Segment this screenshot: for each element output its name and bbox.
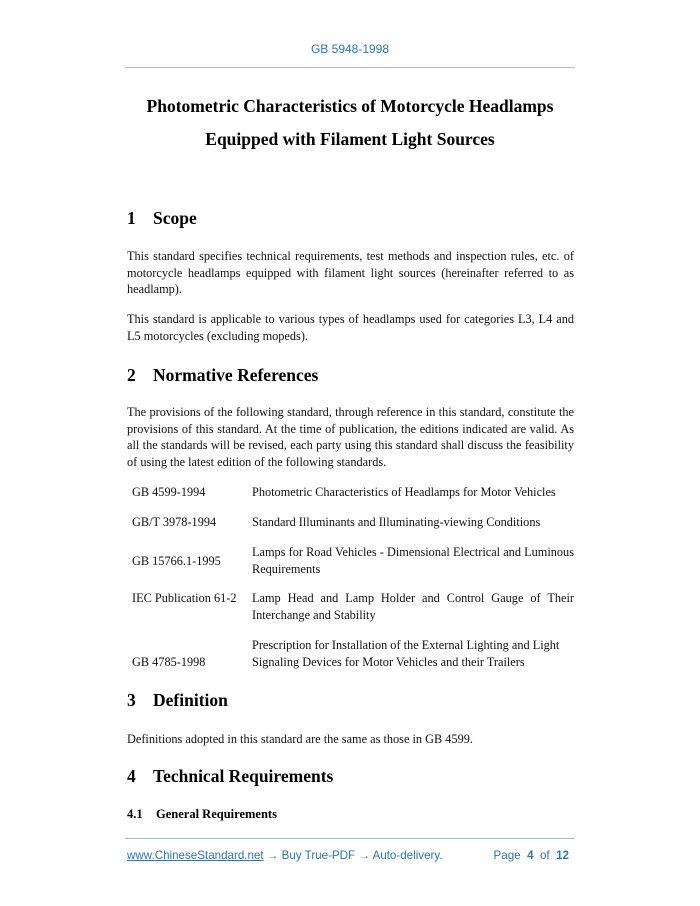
section-title: Normative References [153, 365, 319, 385]
section-title: Technical Requirements [153, 766, 334, 786]
subsection-title: General Requirements [156, 807, 277, 821]
subsection-number: 4.1 [127, 807, 143, 821]
normative-intro-paragraph: The provisions of the following standard, through reference in this standard, constitute the provisions of this standard. At the time of publication, the editions indicated are valid. As all the standards will be revised, each party using this standard shall discuss the feasibility of using the latest edition of the following standards. [127, 405, 574, 470]
scope-paragraph-1: This standard specifies technical requirements, test methods and inspection rules, etc. of motorcycle headlamps equipped with filament light sources (hereinafter referred to as headlamp). [127, 249, 574, 297]
section-1-heading [127, 208, 197, 229]
reference-code: GB 4785-1998 [132, 655, 206, 669]
reference-title: Lamp Head and Lamp Holder and Control Gauge of Their Interchange and Stability [252, 591, 574, 622]
reference-title: Standard Illuminants and Illuminating-viewing Conditions [252, 515, 541, 529]
page-indicator [494, 849, 569, 862]
section-number: 3 [127, 690, 136, 710]
reference-code: GB 4599-1994 [132, 485, 206, 499]
reference-code: IEC Publication 61-2 [132, 591, 237, 605]
section-title: Definition [153, 690, 228, 710]
scope-paragraph-2: This standard is applicable to various types of headlamps used for categories L3, L4 and L5 motorcycles (excluding mopeds). [127, 312, 574, 343]
page-current: 4 [527, 849, 534, 862]
document-title-line1: Photometric Characteristics of Motorcycle Headlamps [146, 96, 554, 116]
section-2-heading [127, 365, 318, 386]
website-link[interactable]: www.ChineseStandard.net [127, 849, 264, 862]
subsection-4-1-heading [127, 807, 277, 822]
footer-tagline: → Buy True-PDF → Auto-delivery. [263, 849, 443, 862]
reference-code: GB/T 3978-1994 [132, 515, 217, 529]
header-doc-id: GB 5948-1998 [310, 42, 390, 56]
footer-divider [125, 838, 575, 839]
header-divider [125, 67, 575, 68]
page-of-label: of [539, 849, 550, 862]
page-label: Page [493, 849, 521, 862]
section-number: 4 [127, 766, 136, 786]
footer [127, 849, 575, 862]
reference-code: GB 15766.1-1995 [132, 554, 221, 568]
reference-title: Lamps for Road Vehicles - Dimensional Electrical and Luminous Requirements [252, 545, 574, 576]
section-3-heading [127, 690, 228, 711]
section-title: Scope [153, 208, 197, 228]
section-4-heading [127, 766, 333, 787]
page-total: 12 [556, 849, 569, 862]
reference-title: Photometric Characteristics of Headlamps for Motor Vehicles [252, 485, 556, 499]
section-number: 2 [127, 365, 136, 385]
document-title-line2: Equipped with Filament Light Sources [205, 129, 495, 149]
definition-paragraph: Definitions adopted in this standard are the same as those in GB 4599. [127, 732, 473, 746]
section-number: 1 [127, 208, 136, 228]
reference-title: Prescription for Installation of the External Lighting and Light Signaling Devices for Motor Vehicles and their Trailers [252, 638, 560, 669]
